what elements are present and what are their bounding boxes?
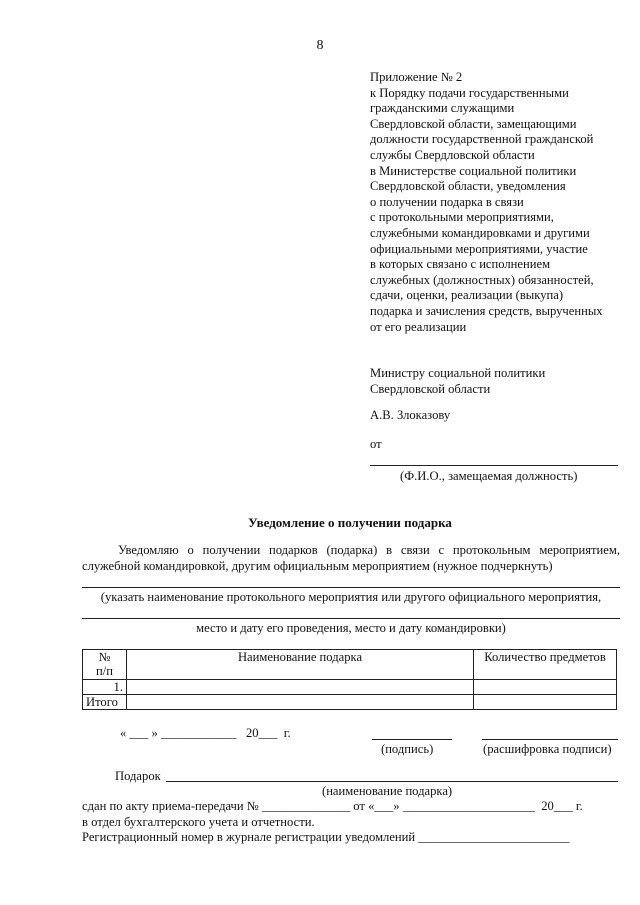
total-label: Итого [83,695,127,710]
appendix-line: Приложение № 2 [370,70,463,84]
page-number: 8 [316,38,324,53]
col-name-header: Наименование подарка [127,650,474,680]
from-label: от [370,437,382,451]
row1-qty-cell[interactable] [474,680,617,695]
from-line[interactable] [370,465,618,466]
act-number-field[interactable]: ______________ [261,799,351,813]
row1-name-cell[interactable] [127,680,474,695]
event-line1[interactable] [82,587,620,588]
notice-paragraph [82,543,620,574]
total-qty-cell[interactable] [474,695,617,710]
appendix-block [370,70,632,335]
table-total-row [83,695,617,710]
appendix-line: от его реализации [370,319,467,334]
appendix-line: о получении подарка в связи [370,194,524,209]
appendix-line: службы Свердловской области [370,147,535,162]
gifts-table [82,649,617,710]
date-year-field[interactable]: ___ [258,726,278,740]
act-year-suffix: г. [575,799,583,813]
gift-caption: (наименование подарка) [322,784,453,798]
registration-text: Регистрационный номер в журнале регистрации уведомлений [82,830,416,844]
gift-label: Подарок [115,769,161,783]
table-header-row [83,650,617,680]
act-month-field[interactable]: _____________________ [402,799,535,813]
addressee-name: А.В. Злоказову [370,408,451,422]
appendix-line: сдачи, оценки, реализации (выкупа) [370,288,564,303]
addressee-line2: Свердловской области [370,382,491,396]
appendix-line: Свердловской области, уведомления [370,179,566,194]
col-num-header [83,650,127,680]
act-day-field[interactable]: ___ [374,799,394,813]
gift-name-line[interactable] [166,781,618,782]
appendix-line: в Министерстве социальной политики [370,163,577,178]
event-line2[interactable] [82,618,620,619]
act-year-field[interactable]: ___ [553,799,573,813]
col-num-line1: № [98,650,111,664]
appendix-line: с протокольными мероприятиями, [370,210,554,225]
registration-line [82,830,569,846]
appendix-line: подарка и зачисления средств, вырученных [370,303,603,318]
table-row [83,680,617,695]
appendix-line: должности государственной гражданской [370,132,594,147]
signature-decode-line[interactable] [482,739,618,740]
notice-line1: Уведомляю о получении подарков (подарка) в связи с протокольным мероприятием, [118,543,620,557]
date-month-field[interactable]: ____________ [160,726,237,740]
appendix-line: в которых связано с исполнением [370,257,551,272]
handover-line [82,799,583,815]
appendix-line: Свердловской области, замещающими [370,116,577,131]
total-name-cell[interactable] [127,695,474,710]
appendix-line: к Порядку подачи государственными [370,85,569,100]
signature-date [120,726,291,742]
event-caption1: (указать наименование протокольного мероприятия или другого официального мероприятия, [100,590,602,604]
from-caption: (Ф.И.О., замещаемая должность) [400,469,578,483]
appendix-line: служебных (должностных) обязанностей, [370,272,594,287]
appendix-line: гражданскими служащими [370,101,515,116]
event-caption2: место и дату его проведения, место и дату командировки) [196,621,506,635]
act-quote-close: » [393,799,400,813]
signature-decode-caption: (расшифровка подписи) [483,742,612,756]
date-year-suffix: г. [283,726,291,740]
col-qty-header: Количество предметов [474,650,617,680]
handover-text: сдан по акту приема-передачи № [82,799,259,813]
registration-number-field[interactable]: ________________________ [418,830,570,844]
col-num-line2: п/п [96,664,113,678]
signature-caption: (подпись) [381,742,434,756]
date-quote-open: « [120,726,127,740]
date-quote-close: » [151,726,158,740]
document-title: Уведомление о получении подарка [248,515,452,530]
row1-num: 1. [83,680,127,695]
act-from-text: от « [353,799,375,813]
act-year-prefix: 20 [541,799,554,813]
appendix-line: служебными командировками и другими [370,225,590,240]
addressee-line1: Министру социальной политики [370,366,546,380]
department-text: в отдел бухгалтерского учета и отчетности. [82,815,315,829]
date-year-prefix: 20 [245,726,259,740]
appendix-line: официальными мероприятиями, участие [370,241,588,256]
notice-line2: служебной командировкой, другим официальным мероприятием (нужное подчеркнуть) [82,558,553,573]
date-day-field[interactable]: ___ [129,726,149,740]
signature-line[interactable] [372,739,452,740]
